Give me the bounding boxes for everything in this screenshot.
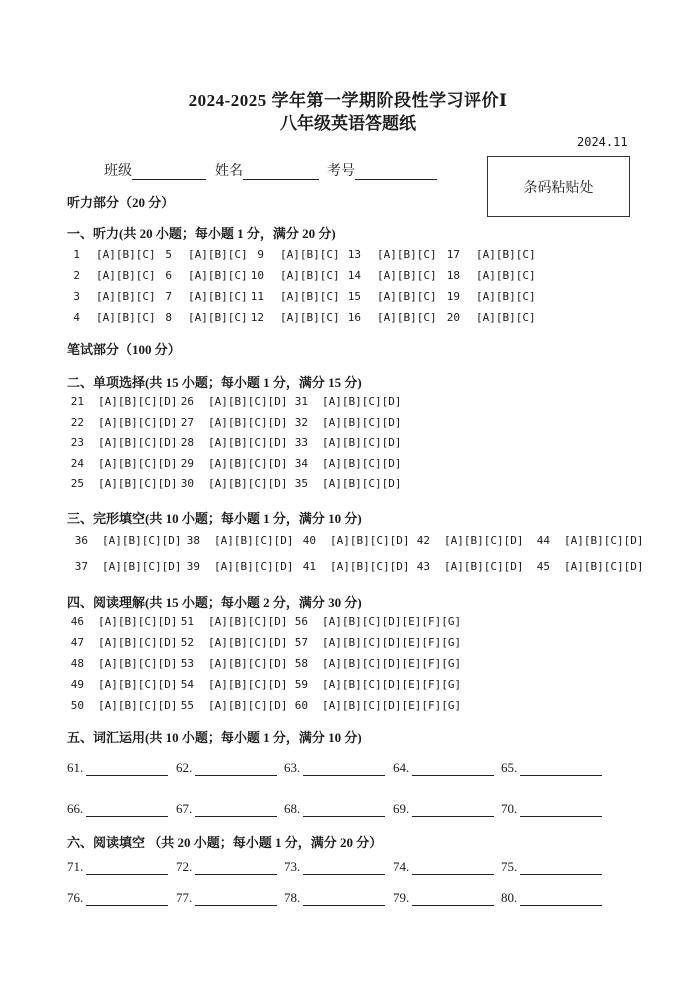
answer-options[interactable]: [A][B][C] <box>476 311 536 324</box>
question-number: 52 <box>180 636 194 649</box>
question-number: 8 <box>165 311 172 324</box>
blank-number: 67. <box>176 801 193 816</box>
question-17 <box>442 248 536 261</box>
question-number: 54 <box>180 678 194 691</box>
answer-line[interactable] <box>195 803 277 817</box>
question-number: 43 <box>416 560 430 573</box>
question-number: 56 <box>294 615 308 628</box>
question-12 <box>246 311 340 324</box>
answer-line[interactable] <box>412 861 494 875</box>
question-number: 53 <box>180 657 194 670</box>
answer-options[interactable]: [A][B][C][D] <box>564 560 644 573</box>
question-number: 39 <box>186 560 200 573</box>
question-19 <box>442 290 536 303</box>
blank-number: 62. <box>176 760 193 775</box>
class-input-line[interactable] <box>132 164 206 180</box>
question-number: 1 <box>73 248 80 261</box>
question-number: 22 <box>70 415 84 429</box>
answer-options[interactable]: [A][B][C][D] <box>102 534 182 547</box>
answer-options[interactable]: [A][B][C] <box>476 290 536 303</box>
answer-options[interactable]: [A][B][C][D] <box>214 560 294 573</box>
answer-line[interactable] <box>86 803 168 817</box>
question-number: 45 <box>536 560 550 573</box>
answer-line[interactable] <box>86 892 168 906</box>
question-20 <box>442 311 536 324</box>
answer-options[interactable]: [A][B][C][D] <box>214 534 294 547</box>
question-number: 12 <box>250 311 264 324</box>
question-number: 34 <box>294 456 308 470</box>
answer-line[interactable] <box>86 762 168 776</box>
question-35 <box>286 477 401 490</box>
question-number: 9 <box>257 248 264 261</box>
answer-options[interactable]: [A][B][C][D] <box>98 395 178 408</box>
written-part-heading: 笔试部分（100 分） <box>67 342 181 357</box>
question-number: 3 <box>73 290 80 303</box>
answer-options[interactable]: [A][B][C] <box>377 311 437 324</box>
question-7 <box>154 290 248 303</box>
answer-options[interactable]: [A][B][C] <box>188 248 248 261</box>
question-number: 55 <box>180 699 194 712</box>
blank-number: 79. <box>393 890 410 905</box>
question-26 <box>172 395 287 408</box>
answer-options[interactable]: [A][B][C][D] <box>98 699 178 712</box>
answer-options[interactable]: [A][B][C][D] <box>102 560 182 573</box>
question-42 <box>404 534 523 547</box>
answer-options[interactable]: [A][B][C][D] <box>322 436 402 449</box>
answer-line[interactable] <box>303 803 385 817</box>
question-1 <box>62 248 156 261</box>
question-number: 15 <box>347 290 361 303</box>
exam-number-label: 考号 <box>327 164 355 179</box>
answer-options[interactable]: [A][B][C] <box>476 248 536 261</box>
page-title: 2024-2025 学年第一学期阶段性学习评价Ⅰ <box>188 91 508 110</box>
question-14 <box>343 269 437 282</box>
answer-line[interactable] <box>412 892 494 906</box>
question-number: 21 <box>70 395 84 408</box>
question-number: 24 <box>70 456 84 470</box>
question-41 <box>290 560 409 573</box>
blank-75[interactable] <box>501 859 602 875</box>
question-48 <box>62 657 177 670</box>
question-27 <box>172 416 287 429</box>
listening-part-heading: 听力部分（20 分） <box>67 195 175 210</box>
question-28 <box>172 436 287 449</box>
question-number: 44 <box>536 534 550 547</box>
question-number: 38 <box>186 534 200 547</box>
answer-line[interactable] <box>412 762 494 776</box>
question-50 <box>62 699 177 712</box>
question-number: 36 <box>74 534 88 547</box>
question-number: 7 <box>165 290 172 303</box>
blank-69[interactable] <box>393 801 494 817</box>
blank-number: 64. <box>393 760 410 775</box>
exam-number-field[interactable] <box>327 160 437 180</box>
question-number: 60 <box>294 699 308 712</box>
blank-number: 71. <box>67 859 84 874</box>
question-number: 10 <box>250 269 264 282</box>
blank-number: 76. <box>67 890 84 905</box>
answer-options[interactable]: [A][B][C][D] <box>330 560 410 573</box>
answer-options[interactable]: [A][B][C] <box>280 248 340 261</box>
answer-options[interactable]: [A][B][C][D] <box>322 415 402 429</box>
answer-options[interactable]: [A][B][C][D] <box>98 477 178 490</box>
question-number: 50 <box>70 699 84 712</box>
question-number: 26 <box>180 395 194 408</box>
question-number: 17 <box>446 248 460 261</box>
section-6-heading: 六、阅读填空 （共 20 小题；每小题 1 分，满分 20 分） <box>67 835 383 850</box>
question-number: 5 <box>165 248 172 261</box>
answer-options[interactable]: [A][B][C][D] <box>208 636 288 649</box>
blank-80[interactable] <box>501 890 602 906</box>
question-number: 6 <box>165 269 172 282</box>
answer-line[interactable] <box>520 762 602 776</box>
blank-72[interactable] <box>176 859 277 875</box>
question-number: 19 <box>446 290 460 303</box>
question-number: 18 <box>446 269 460 282</box>
question-number: 29 <box>180 456 194 470</box>
answer-options[interactable]: [A][B][C] <box>280 290 340 303</box>
answer-options[interactable]: [A][B][C][D][E][F][G] <box>322 699 462 712</box>
answer-options[interactable]: [A][B][C][D] <box>98 657 178 670</box>
name-label: 姓名 <box>215 164 243 179</box>
barcode-label: 条码粘贴处 <box>523 179 594 196</box>
question-58 <box>286 657 461 670</box>
answer-options[interactable]: [A][B][C][D] <box>208 699 288 712</box>
question-number: 20 <box>446 311 460 324</box>
blank-73[interactable] <box>284 859 385 875</box>
answer-options[interactable]: [A][B][C][D] <box>208 456 288 470</box>
question-number: 27 <box>180 415 194 429</box>
question-49 <box>62 678 177 691</box>
answer-options[interactable]: [A][B][C][D] <box>564 534 644 547</box>
question-number: 4 <box>73 311 80 324</box>
question-29 <box>172 457 287 470</box>
question-18 <box>442 269 536 282</box>
question-47 <box>62 636 177 649</box>
section-2-heading: 二、单项选择(共 15 小题；每小题 1 分，满分 15 分) <box>67 375 362 390</box>
blank-65[interactable] <box>501 760 602 776</box>
question-number: 58 <box>294 657 308 670</box>
question-number: 13 <box>347 248 361 261</box>
answer-options[interactable]: [A][B][C] <box>377 290 437 303</box>
exam-number-input-line[interactable] <box>355 164 437 180</box>
blank-number: 72. <box>176 859 193 874</box>
question-51 <box>172 615 287 628</box>
answer-line[interactable] <box>303 762 385 776</box>
question-22 <box>62 416 177 429</box>
answer-options[interactable]: [A][B][C] <box>188 290 248 303</box>
question-number: 35 <box>294 477 308 490</box>
answer-options[interactable]: [A][B][C] <box>280 269 340 282</box>
question-24 <box>62 457 177 470</box>
question-number: 11 <box>250 290 264 303</box>
exam-date: 2024.11 <box>577 135 628 149</box>
question-37 <box>62 560 181 573</box>
question-number: 37 <box>74 560 88 573</box>
answer-line[interactable] <box>520 803 602 817</box>
answer-options[interactable]: [A][B][C][D] <box>444 534 524 547</box>
answer-options[interactable]: [A][B][C] <box>377 269 437 282</box>
question-9 <box>246 248 340 261</box>
question-number: 41 <box>302 560 316 573</box>
section-3-heading: 三、完形填空(共 10 小题；每小题 1 分，满分 10 分) <box>67 511 362 526</box>
question-number: 57 <box>294 636 308 649</box>
blank-64[interactable] <box>393 760 494 776</box>
question-10 <box>246 269 340 282</box>
question-16 <box>343 311 437 324</box>
question-number: 31 <box>294 395 308 408</box>
blank-number: 68. <box>284 801 301 816</box>
question-31 <box>286 395 401 408</box>
answer-options[interactable]: [A][B][C][D] <box>98 436 178 449</box>
answer-options[interactable]: [A][B][C][D] <box>208 415 288 429</box>
blank-62[interactable] <box>176 760 277 776</box>
answer-options[interactable]: [A][B][C] <box>188 311 248 324</box>
answer-line[interactable] <box>520 861 602 875</box>
answer-line[interactable] <box>86 861 168 875</box>
answer-options[interactable]: [A][B][C][D][E][F][G] <box>322 615 462 628</box>
answer-line[interactable] <box>303 892 385 906</box>
question-56 <box>286 615 461 628</box>
question-number: 30 <box>180 477 194 490</box>
question-59 <box>286 678 461 691</box>
answer-options[interactable]: [A][B][C] <box>96 290 156 303</box>
question-25 <box>62 477 177 490</box>
blank-66[interactable] <box>67 801 168 817</box>
answer-line[interactable] <box>195 861 277 875</box>
question-54 <box>172 678 287 691</box>
blank-67[interactable] <box>176 801 277 817</box>
answer-options[interactable]: [A][B][C][D] <box>98 615 178 628</box>
blank-number: 65. <box>501 760 518 775</box>
blank-number: 63. <box>284 760 301 775</box>
question-53 <box>172 657 287 670</box>
question-number: 23 <box>70 436 84 449</box>
section-1-heading: 一、听力(共 20 小题；每小题 1 分，满分 20 分) <box>67 226 336 241</box>
blank-number: 74. <box>393 859 410 874</box>
question-number: 28 <box>180 436 194 449</box>
section-5-heading: 五、词汇运用(共 10 小题；每小题 1 分，满分 10 分) <box>67 730 362 745</box>
blank-74[interactable] <box>393 859 494 875</box>
blank-number: 77. <box>176 890 193 905</box>
answer-options[interactable]: [A][B][C] <box>96 248 156 261</box>
question-number: 42 <box>416 534 430 547</box>
question-33 <box>286 436 401 449</box>
answer-options[interactable]: [A][B][C][D] <box>98 636 178 649</box>
blank-number: 73. <box>284 859 301 874</box>
blank-70[interactable] <box>501 801 602 817</box>
blank-71[interactable] <box>67 859 168 875</box>
question-46 <box>62 615 177 628</box>
answer-options[interactable]: [A][B][C] <box>188 269 248 282</box>
question-23 <box>62 436 177 449</box>
question-3 <box>62 290 156 303</box>
answer-options[interactable]: [A][B][C][D][E][F][G] <box>322 636 462 649</box>
question-number: 14 <box>347 269 361 282</box>
blank-77[interactable] <box>176 890 277 906</box>
question-44 <box>524 534 643 547</box>
answer-options[interactable]: [A][B][C] <box>96 269 156 282</box>
question-number: 47 <box>70 636 84 649</box>
blank-63[interactable] <box>284 760 385 776</box>
question-55 <box>172 699 287 712</box>
question-4 <box>62 311 156 324</box>
blank-number: 69. <box>393 801 410 816</box>
question-number: 40 <box>302 534 316 547</box>
question-36 <box>62 534 181 547</box>
name-field[interactable] <box>215 160 319 180</box>
answer-options[interactable]: [A][B][C][D] <box>208 657 288 670</box>
question-13 <box>343 248 437 261</box>
blank-68[interactable] <box>284 801 385 817</box>
question-45 <box>524 560 643 573</box>
question-43 <box>404 560 523 573</box>
blank-number: 80. <box>501 890 518 905</box>
question-32 <box>286 416 401 429</box>
answer-options[interactable]: [A][B][C][D] <box>98 415 178 429</box>
question-number: 16 <box>347 311 361 324</box>
question-30 <box>172 477 287 490</box>
answer-line[interactable] <box>195 762 277 776</box>
question-number: 32 <box>294 415 308 429</box>
question-60 <box>286 699 461 712</box>
blank-number: 78. <box>284 890 301 905</box>
question-2 <box>62 269 156 282</box>
blank-number: 75. <box>501 859 518 874</box>
answer-options[interactable]: [A][B][C][D] <box>322 477 402 490</box>
answer-options[interactable]: [A][B][C][D] <box>444 560 524 573</box>
question-number: 46 <box>70 615 84 628</box>
blank-79[interactable] <box>393 890 494 906</box>
class-field[interactable] <box>104 160 206 180</box>
question-52 <box>172 636 287 649</box>
question-number: 49 <box>70 678 84 691</box>
question-8 <box>154 311 248 324</box>
answer-options[interactable]: [A][B][C][D] <box>322 395 402 408</box>
answer-options[interactable]: [A][B][C][D] <box>208 395 288 408</box>
answer-line[interactable] <box>412 803 494 817</box>
answer-options[interactable]: [A][B][C] <box>476 269 536 282</box>
question-34 <box>286 457 401 470</box>
answer-line[interactable] <box>195 892 277 906</box>
question-6 <box>154 269 248 282</box>
answer-options[interactable]: [A][B][C] <box>377 248 437 261</box>
barcode-box <box>487 156 630 217</box>
question-number: 2 <box>73 269 80 282</box>
blank-number: 61. <box>67 760 84 775</box>
blank-number: 70. <box>501 801 518 816</box>
name-input-line[interactable] <box>243 164 319 180</box>
class-label: 班级 <box>104 164 132 179</box>
question-21 <box>62 395 177 408</box>
answer-options[interactable]: [A][B][C][D] <box>208 615 288 628</box>
blank-61[interactable] <box>67 760 168 776</box>
question-57 <box>286 636 461 649</box>
answer-options[interactable]: [A][B][C][D] <box>330 534 410 547</box>
blank-78[interactable] <box>284 890 385 906</box>
answer-options[interactable]: [A][B][C][D] <box>98 678 178 691</box>
question-11 <box>246 290 340 303</box>
answer-options[interactable]: [A][B][C][D] <box>208 678 288 691</box>
question-40 <box>290 534 409 547</box>
question-number: 33 <box>294 436 308 449</box>
answer-line[interactable] <box>520 892 602 906</box>
question-39 <box>174 560 293 573</box>
answer-options[interactable]: [A][B][C][D] <box>208 436 288 449</box>
section-4-heading: 四、阅读理解(共 15 小题；每小题 2 分，满分 30 分) <box>67 595 362 610</box>
question-38 <box>174 534 293 547</box>
answer-options[interactable]: [A][B][C][D] <box>208 477 288 490</box>
page-subtitle: 八年级英语答题纸 <box>280 114 416 133</box>
answer-options[interactable]: [A][B][C] <box>280 311 340 324</box>
answer-options[interactable]: [A][B][C][D] <box>322 456 402 470</box>
blank-76[interactable] <box>67 890 168 906</box>
question-number: 51 <box>180 615 194 628</box>
answer-options[interactable]: [A][B][C][D][E][F][G] <box>322 678 462 691</box>
blank-number: 66. <box>67 801 84 816</box>
answer-options[interactable]: [A][B][C][D][E][F][G] <box>322 657 462 670</box>
answer-options[interactable]: [A][B][C] <box>96 311 156 324</box>
question-number: 48 <box>70 657 84 670</box>
question-number: 25 <box>70 477 84 490</box>
question-number: 59 <box>294 678 308 691</box>
answer-options[interactable]: [A][B][C][D] <box>98 456 178 470</box>
question-5 <box>154 248 248 261</box>
question-15 <box>343 290 437 303</box>
answer-line[interactable] <box>303 861 385 875</box>
